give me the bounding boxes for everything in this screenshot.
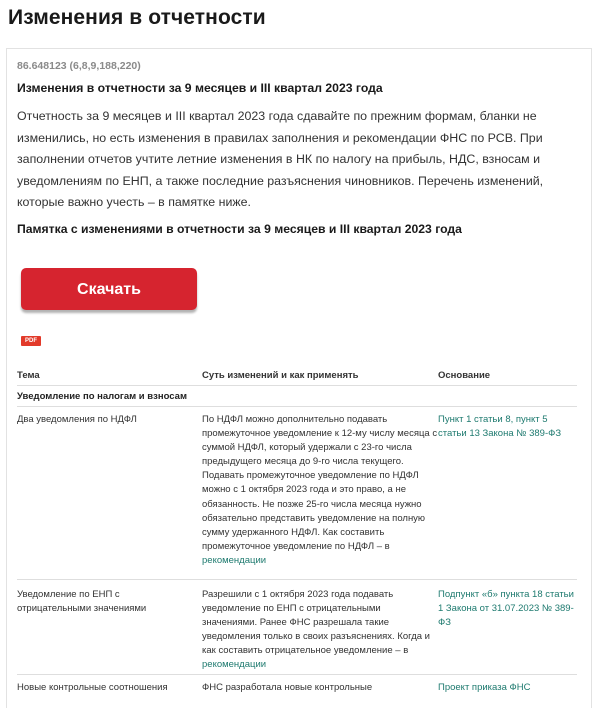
article-heading: Изменения в отчетности за 9 месяцев и III квартал 2023 года xyxy=(17,81,383,95)
row-basis[interactable]: Пункт 1 статьи 8, пункт 5 статьи 13 Закона № 389-ФЗ xyxy=(438,414,562,440)
table-section-title: Уведомление по налогам и взносам xyxy=(17,391,187,402)
page-title: Изменения в отчетности xyxy=(8,6,266,29)
row-divider xyxy=(17,674,577,675)
section-divider xyxy=(17,406,577,407)
column-header-essence: Суть изменений и как применять xyxy=(202,370,359,381)
article-card xyxy=(6,48,592,708)
pdf-icon[interactable]: PDF xyxy=(21,336,41,346)
row-topic: Уведомление по ЕНП с отрицательными значениями xyxy=(17,589,147,615)
article-code: 86.648123 (6,8,9,188,220) xyxy=(17,60,141,72)
row-divider xyxy=(17,579,577,580)
row-topic: Новые контрольные соотношения xyxy=(17,682,168,693)
row-essence: ФНС разработала новые контрольные xyxy=(202,682,373,693)
row-topic: Два уведомления по НДФЛ xyxy=(17,414,137,425)
column-header-basis: Основание xyxy=(438,370,491,381)
article-paragraph: Отчетность за 9 месяцев и III квартал 2023 года сдавайте по прежним формам, бланки не изменились, но есть изменения в правилах заполнения и рекомендации ФНС по РСВ. При заполнении отчетов учтите летние изменения в НК по налогу на прибыль, НДС, взносам и уведомлениям по ЕНП, а также последние разъяснения чиновников. Перечень изменений, которые важно учесть – в памятке ниже. xyxy=(17,109,544,209)
memo-title: Памятка с изменениями в отчетности за 9 месяцев и III квартал 2023 года xyxy=(17,222,462,236)
download-button[interactable]: Скачать xyxy=(21,268,197,310)
header-divider xyxy=(17,385,577,386)
row-basis[interactable]: Проект приказа ФНС xyxy=(438,682,531,693)
row-essence xyxy=(202,588,438,673)
row-essence xyxy=(202,413,438,568)
recommendation-link[interactable]: рекомендации xyxy=(202,659,267,671)
row-essence-text: Разрешили с 1 октября 2023 года подавать уведомление по ЕНП с отрицательными значениями. Ранее ФНС разрешала такие уведомления только в своих разъяснениях. Когда и как составить отрицательное уведомление – в xyxy=(202,589,430,657)
recommendation-link[interactable]: рекомендации xyxy=(202,554,267,566)
row-basis[interactable]: Подпункт «б» пункта 18 статьи 1 Закона от 31.07.2023 № 389-ФЗ xyxy=(438,589,574,629)
row-essence-text: По НДФЛ можно дополнительно подавать промежуточное уведомление к 12-му числу месяца с суммой НДФЛ, который удержали с 23-го числа предыдущего месяца до 9-го числа текущего. Подавать промежуточное уведомление по НДФЛ можно с 1 октября 2023 года и это право, а не обязанность. Не позже 25-го числа месяца нужно обязательно представить уведомление на полную сумму удержанного НДФЛ. Как составить промежуточное уведомление по НДФЛ – в xyxy=(202,414,438,552)
column-header-topic: Тема xyxy=(17,370,40,381)
